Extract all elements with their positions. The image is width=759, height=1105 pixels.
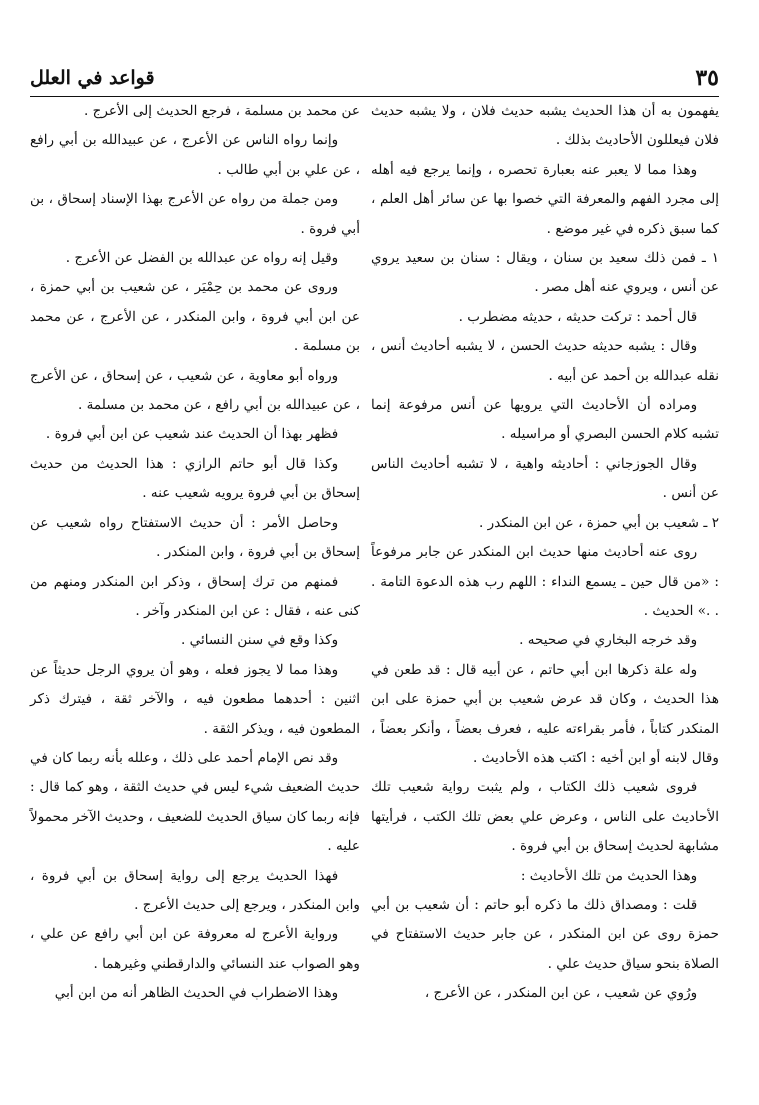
paragraph: يفهمون به أن هذا الحديث يشبه حديث فلان ، ولا يشبه حديث فلان فيعللون الأحاديث بذلك . [371,103,719,149]
paragraph: وحاصل الأمر : أن حديث الاستفتاح رواه شعيب عن إسحاق بن أبي فروة ، وابن المنكدر . [30,514,360,561]
paragraph: وقال : يشبه حديثه حديث الحسن ، لا يشبه أحاديث أنس ، نقله عبدالله بن أحمد عن أبيه . [371,338,719,384]
page-header [30,64,719,97]
paragraph: وله علة ذكرها ابن أبي حاتم ، عن أبيه قال : قد طعن في هذا الحديث ، وكان قد عرض شعيب بن أبي حمزة على ابن المنكدر كتاباً ، فأمر بقراءته عليه ، فعرف بعضاً ، وأنكر بعضاً ، وقال لابنه أو ابن أخيه : اكتب هذه الأحاديث . [371,661,719,766]
paragraph: ١ ـ فمن ذلك سعيد بن سنان ، ويقال : سنان بن سعيد يروي عن أنس ، ويروي عنه أهل مصر . [371,250,719,296]
paragraph: فروى شعيب ذلك الكتاب ، ولم يثبت رواية شعيب تلك الأحاديث على الناس ، وعرض علي بعض تلك الكتب ، فرأيتها مشابهة لحديث إسحاق بن أبي فروة . [371,779,719,855]
paragraph: ورواه أبو معاوية ، عن شعيب ، عن إسحاق ، عن الأعرج ، عن عبيدالله بن أبي رافع ، عن محمد بن مسلمة . [30,367,360,414]
paragraph: وهذا مما لا يعبر عنه بعبارة تحصره ، وإنما يرجع فيه أهله إلى مجرد الفهم والمعرفة التي خصوا بها عن سائر أهل العلم ، كما سبق ذكره في غير موضع . [371,161,719,237]
paragraph: روى عنه أحاديث منها حديث ابن المنكدر عن جابر مرفوعاً : «من قال حين ـ يسمع النداء : اللهم رب هذه الدعوة التامة . . .» الحديث . [371,544,719,619]
paragraph: فظهر بهذا أن الحديث عند شعيب عن ابن أبي فروة . [45,426,339,443]
paragraph: قال أحمد : تركت حديثه ، حديثه مضطرب . [458,308,698,325]
paragraph: وهذا مما لا يجوز فعله ، وهو أن يروي الرجل حديثاً عن اثنين : أحدهما مطعون فيه ، والآخر ثقة ، فيترك ذكر المطعون فيه ، ويذكر الثقة . [30,661,360,737]
paragraph: وهذا الاضطراب في الحديث الظاهر أنه من ابن أبي [54,985,339,1002]
paragraph: وكذا وقع في سنن النسائي . [181,632,339,649]
paragraph: فمنهم من ترك إسحاق ، وذكر ابن المنكدر ومنهم من كنى عنه ، فقال : عن ابن المنكدر وآخر . [30,573,360,619]
paragraph: ورواية الأعرج له معروفة عن ابن أبي رافع عن علي ، وهو الصواب عند النسائي والدارقطني وغيرهما . [30,926,360,972]
paragraph: وقد خرجه البخاري في صحيحه . [519,632,698,649]
paragraph: فهذا الحديث يرجع إلى رواية إسحاق بن أبي فروة ، وابن المنكدر ، ويرجع إلى حديث الأعرج . [30,867,360,913]
paragraph: ورُوي عن شعيب ، عن ابن المنكدر ، عن الأعرج ، [424,985,698,1002]
paragraph: وكذا قال أبو حاتم الرازي : هذا الحديث من حديث إسحاق بن أبي فروة يرويه شعيب عنه . [30,455,360,502]
right-text-column [371,97,719,1009]
paragraph: ٢ ـ شعيب بن أبي حمزة ، عن ابن المنكدر . [479,514,719,531]
paragraph: وقد نص الإمام أحمد على ذلك ، وعلله بأنه ربما كان في حديث الضعيف شيء ليس في حديث الثقة ، وهو كما قال : فإنه ربما كان سياق الحديث للضعيف ، وحديث الآخر محمولاً عليه . [30,749,360,855]
paragraph: عن محمد بن مسلمة ، فرجع الحديث إلى الأعرج . [83,103,360,119]
paragraph: وهذا الحديث من تلك الأحاديث : [520,867,698,884]
paragraph: قلت : ومصداق ذلك ما ذكره أبو حاتم : أن شعيب بن أبي حمزة روى عن ابن المنكدر ، عن جابر حديث الاستفتاح في الصلاة بنحو سياق حديث علي . [371,896,719,972]
left-text-column [30,97,360,1009]
running-title: قواعد في العلل [30,67,155,89]
paragraph: ومراده أن الأحاديث التي يرويها عن أنس مرفوعة إنما تشبه كلام الحسن البصري أو مراسيله . [371,397,719,443]
paragraph: وروى عن محمد بن حِمْيَر ، عن شعيب بن أبي حمزة ، عن ابن أبي فروة ، وابن المنكدر ، عن الأعرج ، عن محمد بن مسلمة . [30,279,360,355]
paragraph: وقال الجوزجاني : أحاديثه واهية ، لا تشبه أحاديث الناس عن أنس . [371,455,719,502]
paragraph: ومن جملة من رواه عن الأعرج بهذا الإسناد إسحاق ، بن أبي فروة . [30,191,360,237]
paragraph: وقيل إنه رواه عن عبدالله بن الفضل عن الأعرج . [65,250,339,267]
page-number: ٣٥ [695,65,719,91]
paragraph: وإنما رواه الناس عن الأعرج ، عن عبيدالله بن أبي رافع ، عن علي بن أبي طالب . [30,132,360,178]
